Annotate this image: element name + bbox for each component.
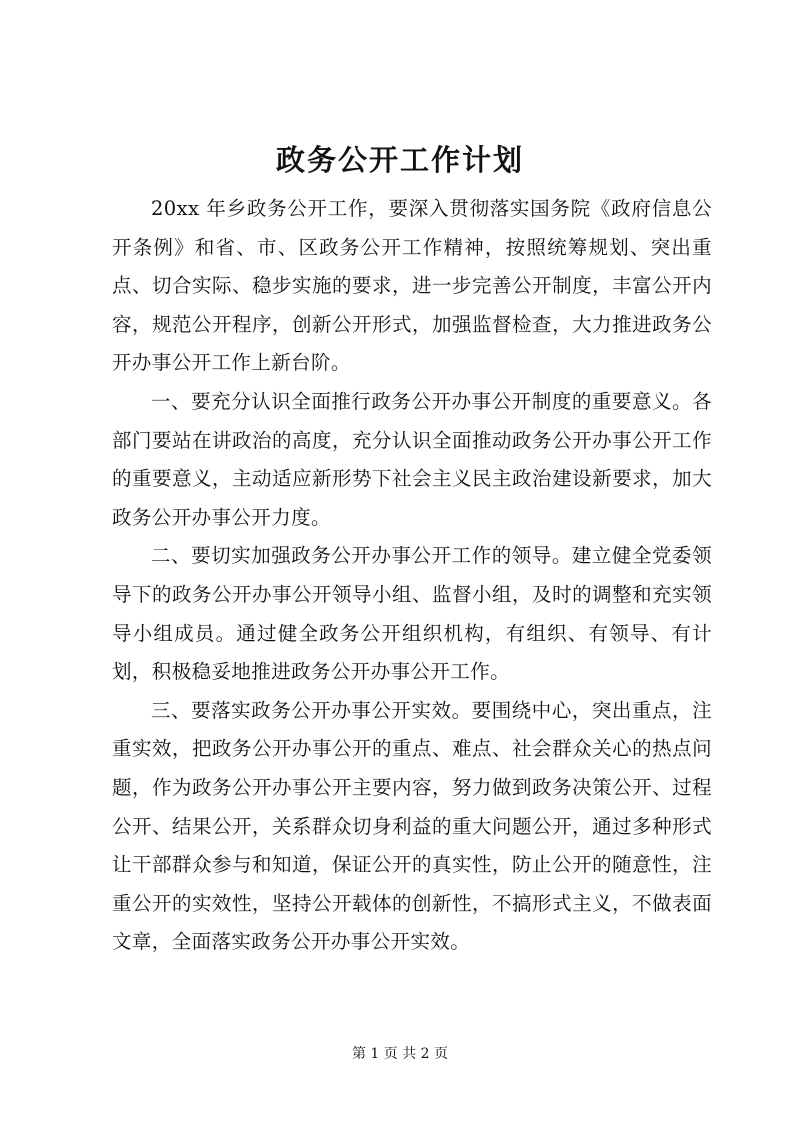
paragraph-section-1: 一、要充分认识全面推行政务公开办事公开制度的重要意义。各部门要站在讲政治的高度，充分认识全面推动政务公开办事公开工作的重要意义，主动适应新形势下社会主义民主政治建设新要求，加大政务公开办事公开力度。 bbox=[112, 389, 712, 529]
paragraph-section-2: 二、要切实加强政务公开办事公开工作的领导。建立健全党委领导下的政务公开办事公开领导小组、监督小组，及时的调整和充实领导小组成员。通过健全政务公开组织机构，有组织、有领导、有计划，积极稳妥地推进政务公开办事公开工作。 bbox=[112, 544, 712, 684]
paragraph-section-3: 三、要落实政务公开办事公开实效。要围绕中心，突出重点，注重实效，把政务公开办事公开的重点、难点、社会群众关心的热点问题，作为政务公开办事公开主要内容，努力做到政务决策公开、过程公开、结果公开，关系群众切身利益的重大问题公开，通过多种形式让干部群众参与和知道，保证公开的真实性，防止公开的随意性，注重公开的实效性，坚持公开载体的创新性，不搞形式主义，不做表面文章，全面落实政务公开办事公开实效。 bbox=[112, 698, 712, 954]
document-title: 政务公开工作计划 bbox=[275, 143, 524, 177]
document-body bbox=[112, 190, 712, 962]
page-number-footer: 第 1 页 共 2 页 bbox=[351, 1046, 449, 1062]
paragraph-intro: 20xx 年乡政务公开工作，要深入贯彻落实国务院《政府信息公开条例》和省、市、区政务公开工作精神，按照统筹规划、突出重点、切合实际、稳步实施的要求，进一步完善公开制度，丰富公开内容，规范公开程序，创新公开形式，加强监督检查，大力推进政务公开办事公开工作上新台阶。 bbox=[112, 197, 712, 375]
